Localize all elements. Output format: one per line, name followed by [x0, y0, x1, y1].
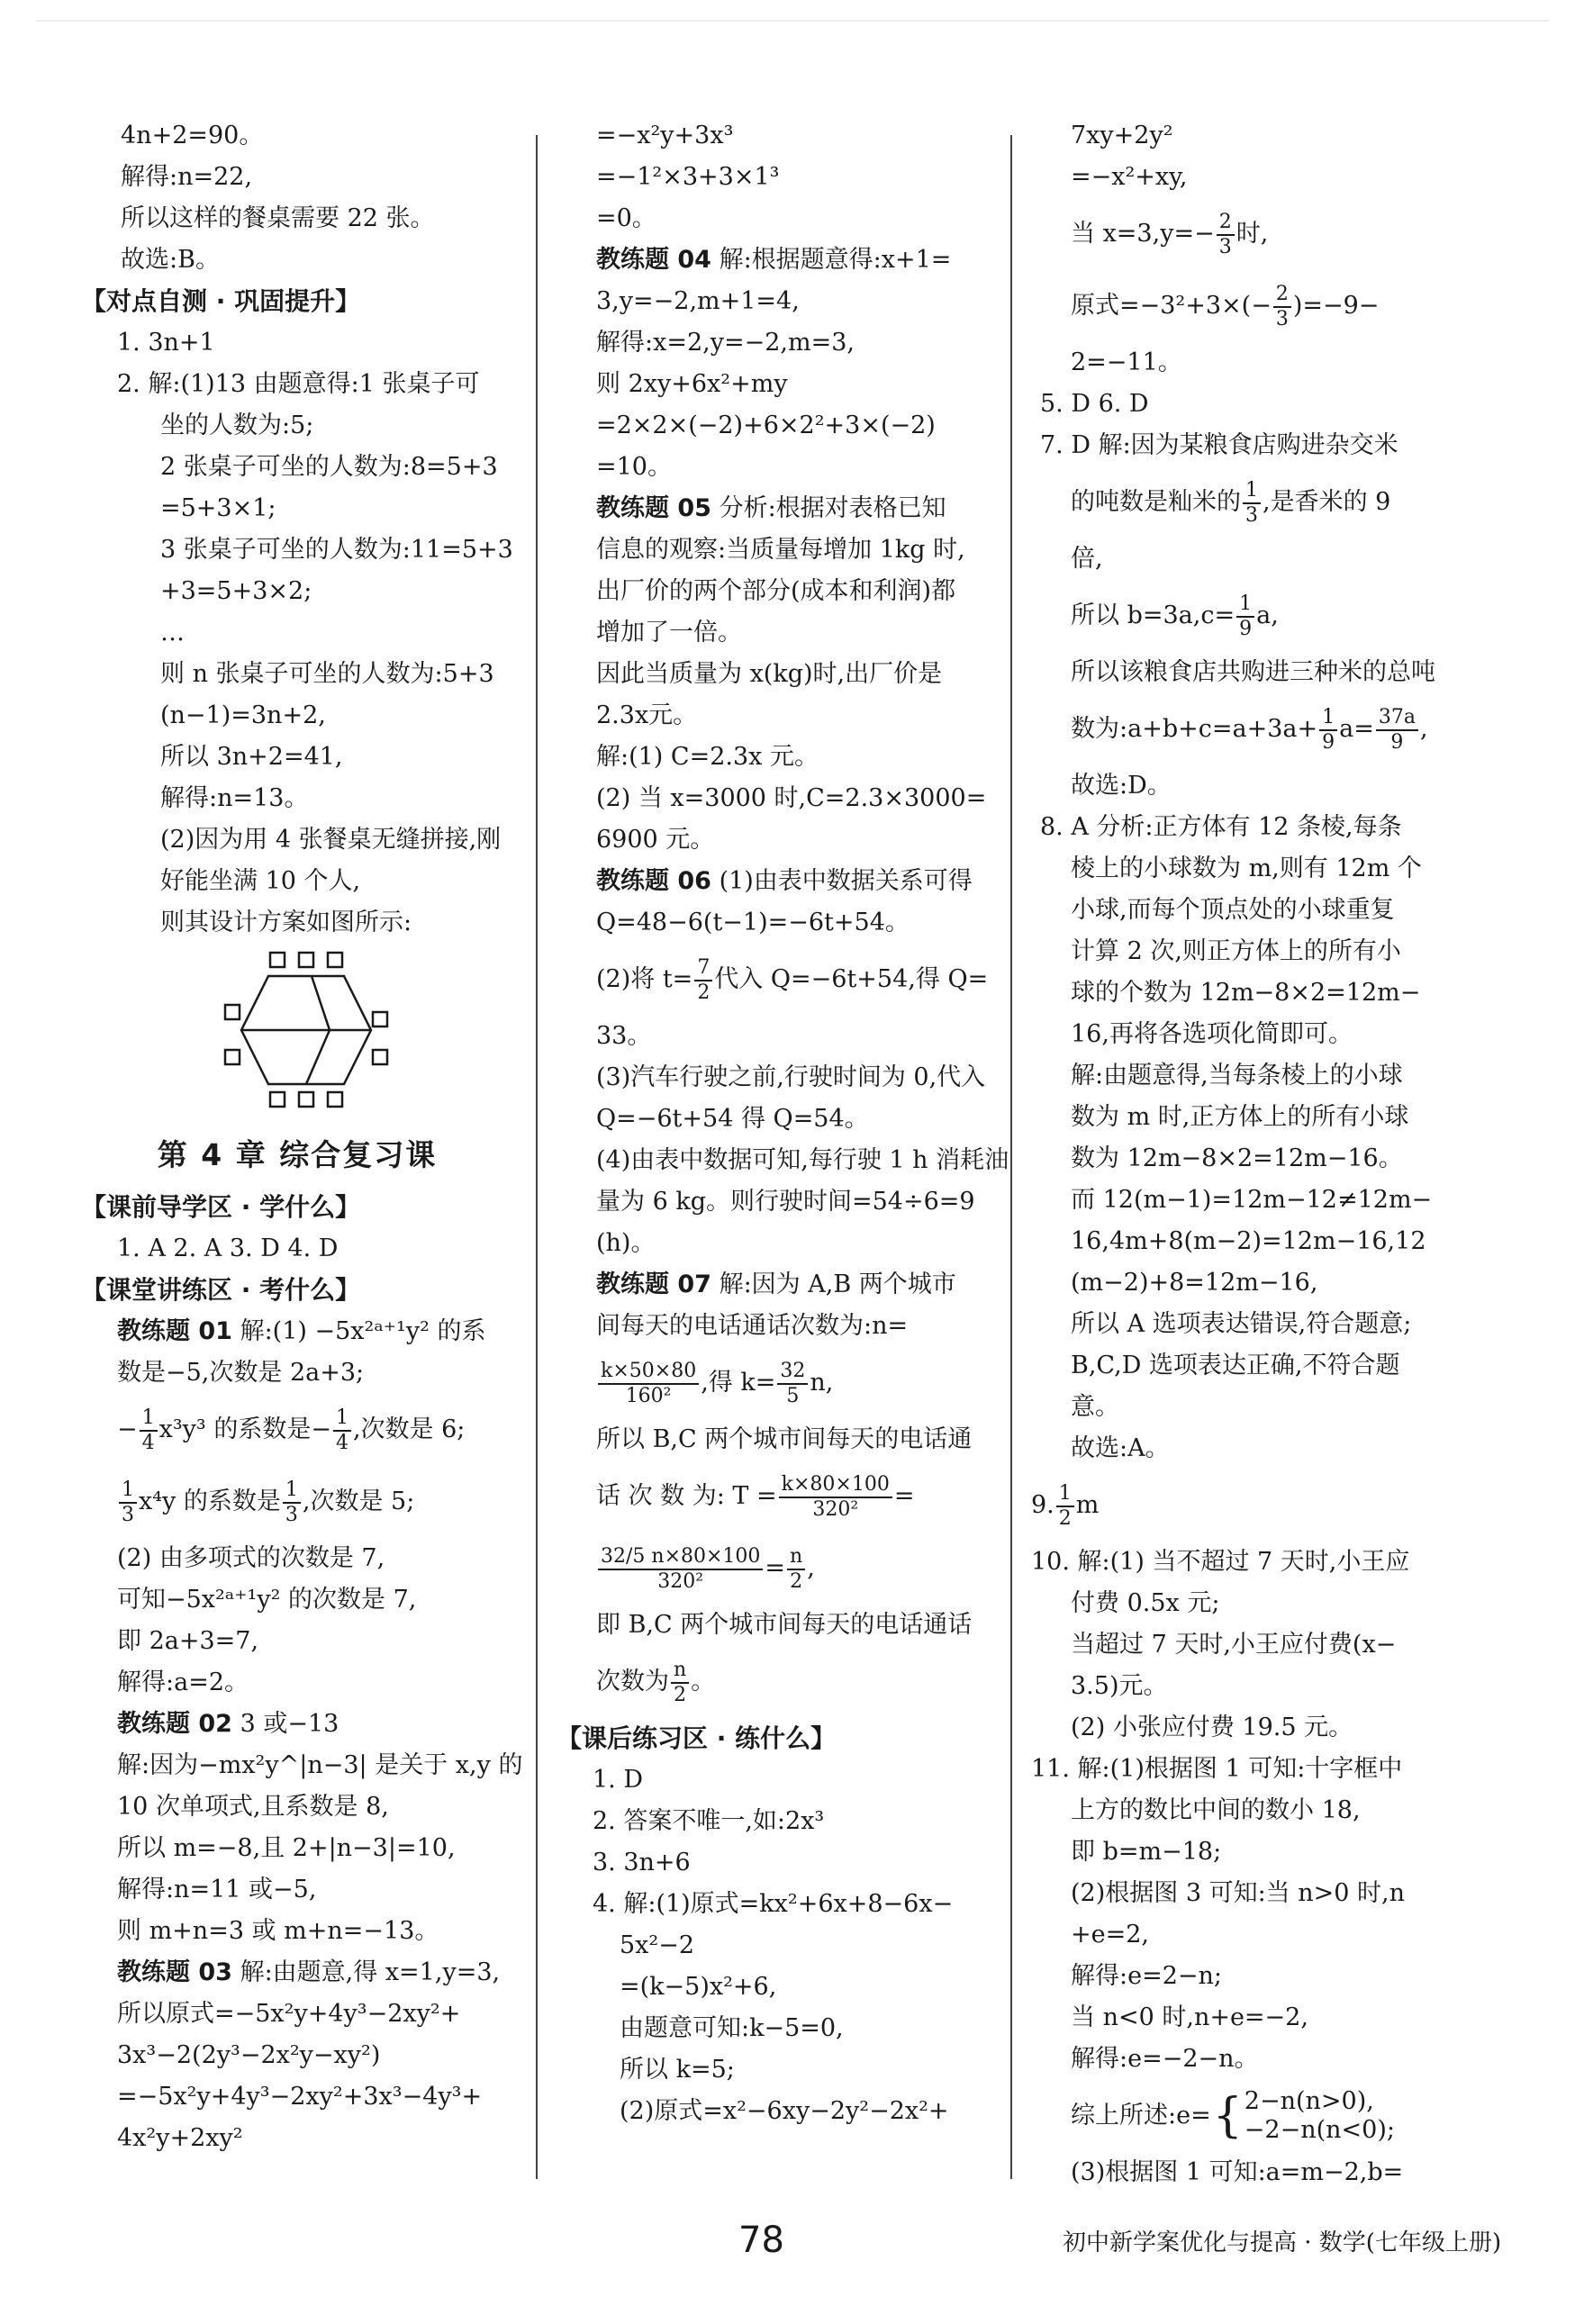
text-line: =10。 [596, 453, 672, 481]
answer-item: 1. D [593, 1766, 643, 1794]
text-line: 球的个数为 12m−8×2=12m− [1071, 979, 1421, 1007]
text-fragment: ,是香米的 9 [1263, 488, 1391, 516]
case-line: 2−n(n>0), [1244, 2087, 1374, 2115]
text-line: +e=2, [1071, 1921, 1149, 1949]
answer-item: 8. A 分析:正方体有 12 条棱,每条 [1040, 813, 1402, 841]
fraction [1236, 592, 1254, 641]
text-line: 3x³−2(2y³−2x²y−xy²) [117, 2041, 381, 2069]
text-line: 计算 2 次,则正方体上的所有小 [1071, 937, 1401, 965]
text-line: 故选:A。 [1071, 1434, 1170, 1462]
text-line: 4x²y+2xy² [117, 2124, 243, 2152]
text-line: 3 张桌子可坐的人数为:11=5+3 [160, 536, 513, 564]
text-line: (h)。 [596, 1229, 656, 1257]
fraction [1319, 706, 1337, 755]
text-line: 解得:x=2,y=−2,m=3, [596, 329, 855, 357]
section-heading: 【课后练习区 · 练什么】 [557, 1723, 837, 1753]
fraction [598, 1545, 763, 1594]
text-line: 付费 0.5x 元; [1071, 1589, 1220, 1617]
text-line: 所以 B,C 两个城市间每天的电话通 [596, 1425, 973, 1453]
text-line: 好能坐满 10 个人, [160, 867, 361, 895]
text-line: … [160, 619, 185, 647]
text-line: =(k−5)x²+6, [620, 1973, 777, 2001]
answer-item: 10. 解:(1) 当不超过 7 天时,小王应 [1031, 1548, 1410, 1576]
text-line: 所以 A 选项表达错误,符合题意; [1071, 1310, 1412, 1338]
text-line: (2)根据图 3 可知:当 n>0 时,n [1071, 1879, 1406, 1907]
text-line: =−1²×3+3×1³ [596, 163, 780, 191]
chapter-title: 第 4 章 综合复习课 [157, 1137, 438, 1172]
text-line: 所以原式=−5x²y+4y³−2xy²+ [117, 2000, 461, 2028]
fraction [333, 1406, 351, 1455]
fraction [1376, 706, 1418, 755]
text-fragment: (2)将 t= [596, 965, 693, 993]
text-line: 所以 3n+2=41, [160, 743, 343, 771]
formula-line [557, 1460, 989, 1533]
exercise-label: 教练题 02 [117, 1710, 232, 1738]
denominator: 9 [1322, 730, 1335, 754]
answer-item: 7. D 解:因为某粮食店购进杂交米 [1040, 431, 1398, 459]
column-left [81, 115, 523, 2159]
fraction [787, 1545, 805, 1594]
text-line: (m−2)+8=12m−16, [1071, 1269, 1318, 1297]
text-line: (2) 当 x=3000 时,C=2.3×3000= [596, 784, 987, 812]
denominator: 3 [122, 1503, 134, 1526]
fraction [777, 1360, 808, 1408]
text-line: 由题意可知:k−5=0, [620, 2014, 844, 2042]
text-fragment: 当 x=3,y=− [1071, 220, 1215, 248]
text-fragment: 的吨数是籼米的 [1071, 488, 1241, 516]
exercise-label: 教练题 04 [596, 246, 711, 274]
answer-item: 4. 解:(1)原式=kx²+6x+8−6x− [593, 1890, 954, 1918]
text-fragment: = [893, 1482, 915, 1510]
text-line: 增加了一倍。 [596, 619, 742, 647]
text-fragment: m [1075, 1491, 1100, 1519]
formula-line [557, 1646, 989, 1718]
text-line: 所以这样的餐桌需要 22 张。 [121, 204, 435, 232]
text-line: 4n+2=90。 [121, 122, 264, 149]
text-line: 5x²−2 [620, 1931, 695, 1959]
answer-item: 11. 解:(1)根据图 1 可知:十字框中 [1031, 1755, 1403, 1783]
numerator: 1 [283, 1478, 301, 1504]
text-line: +3=5+3×2; [160, 577, 312, 605]
denominator: 9 [1239, 617, 1253, 640]
text-line: (2) 由多项式的次数是 7, [117, 1544, 385, 1572]
table-layout-diagram [216, 944, 396, 1115]
denominator: 2 [1058, 1506, 1072, 1530]
text-line: 即 b=m−18; [1071, 1838, 1222, 1866]
numerator: 1 [333, 1406, 351, 1432]
text-fragment: 原式=−3²+3×(− [1071, 292, 1272, 320]
formula-line [557, 1533, 989, 1605]
exercise-label: 教练题 06 [596, 867, 711, 895]
text-line: 则 m+n=3 或 m+n=−13。 [117, 1917, 439, 1945]
text-line: (3)根据图 1 可知:a=m−2,b= [1071, 2158, 1404, 2186]
text-line: 信息的观察:当质量每增加 1kg 时, [596, 536, 965, 564]
fraction [694, 956, 712, 1005]
fraction [119, 1478, 137, 1527]
numerator: 32/5 n×80×100 [598, 1545, 763, 1570]
text-line: B,C,D 选项表达正确,不符合题 [1071, 1352, 1400, 1379]
piecewise-line [1031, 2080, 1463, 2152]
fraction [1217, 211, 1235, 259]
numerator: 1 [1056, 1482, 1074, 1507]
text-line: =5+3×1; [160, 494, 276, 522]
text-fragment: 话 次 数 为: T = [596, 1482, 777, 1510]
denominator: 2 [790, 1569, 803, 1593]
text-line: (n−1)=3n+2, [160, 701, 326, 729]
text-line: 可知−5x²ᵃ⁺¹y² 的次数是 7, [117, 1586, 417, 1614]
text-line: 当超过 7 天时,小王应付费(x− [1071, 1631, 1397, 1659]
numerator: 1 [1319, 706, 1337, 731]
text-line: 数是−5,次数是 2a+3; [117, 1359, 365, 1387]
text-line: (3)汽车行驶之前,行驶时间为 0,代入 [596, 1063, 986, 1091]
text-line: (2) 小张应付费 19.5 元。 [1071, 1714, 1353, 1741]
numerator: 7 [694, 956, 712, 981]
fraction [1056, 1482, 1074, 1531]
denominator: 320² [812, 1497, 859, 1521]
text-fragment: a= [1339, 715, 1374, 743]
text-line: 即 B,C 两个城市间每天的电话通话 [596, 1611, 973, 1639]
text-fragment: a, [1256, 601, 1279, 629]
text-line: 16,再将各选项化简即可。 [1071, 1020, 1353, 1048]
text-line: 解得:e=2−n; [1071, 1962, 1222, 1990]
answer-item: 1. 3n+1 [117, 329, 215, 357]
formula-line [1031, 198, 1463, 270]
text-line: 2.3x元。 [596, 701, 698, 729]
section-heading: 【课前导学区 · 学什么】 [81, 1192, 361, 1222]
text-line: 而 12(m−1)=12m−12≠12m− [1071, 1186, 1433, 1214]
denominator: 320² [657, 1569, 704, 1593]
denominator: 3 [285, 1503, 298, 1526]
page-number: 78 [738, 2220, 784, 2261]
text-line: 3.5)元。 [1071, 1672, 1168, 1700]
text-line: (2)原式=x²−6xy−2y²−2x²+ [620, 2097, 949, 2125]
text-line: 所以 k=5; [620, 2056, 735, 2084]
text-line: 3 或−13 [231, 1710, 339, 1738]
exercise-label: 教练题 07 [596, 1271, 711, 1298]
numerator: 32 [777, 1360, 808, 1385]
numerator: 1 [1243, 479, 1261, 504]
numerator: k×50×80 [598, 1360, 699, 1385]
text-line: 小球,而每个顶点处的小球重复 [1071, 896, 1395, 924]
text-fragment: 数为:a+b+c=a+3a+ [1071, 715, 1318, 743]
text-fragment: n, [810, 1369, 834, 1397]
text-fragment: x⁴y 的系数是 [139, 1488, 281, 1515]
formula-line [81, 1466, 513, 1538]
denominator: 9 [1390, 730, 1404, 754]
text-fragment: 综上所述:e= [1071, 2102, 1211, 2130]
answer-item: 5. D 6. D [1040, 390, 1149, 418]
text-line: 间每天的电话通话次数为:n= [596, 1312, 909, 1340]
text-line: 7xy+2y² [1071, 122, 1173, 149]
text-line: =0。 [596, 204, 656, 232]
formula-line [1031, 580, 1463, 652]
fraction [671, 1659, 689, 1707]
text-line: (1)由表中数据关系可得 [711, 867, 973, 895]
text-line: 解得:n=11 或−5, [117, 1876, 317, 1904]
text-line: 棱上的小球数为 m,则有 12m 个 [1071, 855, 1422, 882]
text-line: 故选:B。 [121, 246, 220, 274]
column-divider [536, 135, 538, 2179]
fraction [140, 1406, 158, 1455]
text-line: 则 n 张桌子可坐的人数为:5+3 [160, 660, 494, 688]
denominator: 2 [697, 981, 711, 1004]
text-line: (4)由表中数据可知,每行驶 1 h 消耗油 [596, 1146, 1009, 1174]
text-line: 数为 m 时,正方体上的所有小球 [1071, 1103, 1409, 1131]
piecewise-cases [1245, 2087, 1395, 2145]
text-line: 所以 m=−8,且 2+|n−3|=10, [117, 1834, 456, 1862]
text-line: Q=48−6(t−1)=−6t+54。 [596, 909, 910, 936]
text-line: Q=−6t+54 得 Q=54。 [596, 1105, 869, 1133]
book-title-footer: 初中新学案优化与提高 · 数学(七年级上册) [1063, 2229, 1502, 2256]
numerator: n [787, 1545, 805, 1570]
text-line: 解:由题意,得 x=1,y=3, [231, 1958, 501, 1986]
fraction [283, 1478, 301, 1527]
text-fragment: ,次数是 5; [302, 1488, 415, 1515]
text-fragment: 。 [691, 1668, 716, 1696]
text-line: 解得:n=13。 [160, 784, 309, 812]
text-fragment: = [765, 1554, 786, 1582]
text-line: =2×2×(−2)+6×2²+3×(−2) [596, 411, 936, 439]
text-line: 2 张桌子可坐的人数为:8=5+3 [160, 453, 498, 481]
fraction [1243, 479, 1261, 528]
case-line: −2−n(n<0); [1244, 2116, 1395, 2144]
numerator: 1 [119, 1478, 137, 1504]
numerator: k×80×100 [779, 1473, 892, 1498]
formula-line [81, 1394, 513, 1466]
numerator: 1 [1236, 592, 1254, 618]
text-line: 上方的数比中间的数小 18, [1071, 1796, 1361, 1824]
text-line: 6900 元。 [596, 826, 715, 854]
answer-item: 1. A 2. A 3. D 4. D [117, 1234, 339, 1262]
text-line: 当 n<0 时,n+e=−2, [1071, 2003, 1308, 2031]
fraction [779, 1473, 892, 1522]
text-line: 解得:n=22, [121, 163, 253, 191]
text-line: =−x²y+3x³ [596, 122, 734, 149]
text-fragment: , [1419, 715, 1428, 743]
fraction [1273, 283, 1291, 331]
text-line: 分析:根据对表格已知 [711, 494, 946, 522]
text-line: 16,4m+8(m−2)=12m−16,12 [1071, 1227, 1426, 1255]
text-line: 解:根据题意得:x+1= [711, 246, 952, 274]
text-line: 3,y=−2,m+1=4, [596, 287, 800, 315]
denominator: 2 [674, 1683, 687, 1706]
formula-line [557, 944, 989, 1016]
text-fragment: 时, [1236, 220, 1269, 248]
text-line: 解:因为 A,B 两个城市 [711, 1271, 956, 1298]
formula-line [1031, 1469, 1463, 1542]
exercise-label: 教练题 01 [117, 1317, 232, 1345]
text-line: 意。 [1071, 1393, 1119, 1421]
text-line: 出厂价的两个部分(成本和利润)都 [596, 577, 956, 605]
text-fragment: ,次数是 6; [352, 1415, 466, 1443]
answer-item: 2. 答案不唯一,如:2x³ [593, 1807, 825, 1835]
exercise-label: 教练题 05 [596, 494, 711, 522]
fraction [598, 1360, 699, 1408]
text-line: 10 次单项式,且系数是 8, [117, 1793, 389, 1821]
text-fragment: − [117, 1415, 138, 1443]
text-fragment: 代入 Q=−6t+54,得 Q= [714, 965, 989, 993]
text-line: 量为 6 kg。则行驶时间=54÷6=9 [596, 1188, 975, 1216]
text-line: 即 2a+3=7, [117, 1627, 259, 1655]
text-line: (2)因为用 4 张餐桌无缝拼接,刚 [160, 826, 502, 854]
formula-line [1031, 693, 1463, 765]
section-heading: 【对点自测 · 巩固提升】 [81, 286, 361, 316]
text-line: 33。 [596, 1022, 652, 1050]
text-line: 2=−11。 [1071, 348, 1182, 376]
denominator: 160² [625, 1384, 672, 1407]
denominator: 3 [1218, 235, 1232, 258]
text-fragment: 所以 b=3a,c= [1071, 601, 1236, 629]
text-fragment: ,得 k= [701, 1369, 776, 1397]
text-line: 解:(1) C=2.3x 元。 [596, 743, 819, 771]
text-fragment: 9. [1031, 1491, 1054, 1519]
text-line: 倍, [1071, 545, 1103, 573]
page-edge [36, 20, 1549, 22]
denominator: 5 [786, 1384, 800, 1407]
text-line: 解:由题意得,当每条棱上的小球 [1071, 1062, 1403, 1090]
answer-item: 3. 3n+6 [593, 1849, 691, 1876]
text-fragment: 次数为 [596, 1668, 669, 1696]
text-line: 则其设计方案如图所示: [160, 909, 412, 936]
formula-line [1031, 466, 1463, 538]
denominator: 3 [1245, 503, 1258, 527]
column-divider [1010, 135, 1012, 2179]
numerator: 1 [140, 1406, 158, 1432]
text-line: =−5x²y+4y³−2xy²+3x³−4y³+ [117, 2083, 483, 2111]
text-line: =−x²+xy, [1071, 163, 1188, 191]
text-fragment: x³y³ 的系数是− [158, 1415, 331, 1443]
column-right [1031, 115, 1463, 2193]
text-line: 解:(1) −5x²ᵃ⁺¹y² 的系 [231, 1317, 486, 1345]
numerator: 37a [1376, 706, 1418, 731]
text-line: 解:因为−mx²y^|n−3| 是关于 x,y 的 [117, 1751, 523, 1779]
text-line: 故选:D。 [1071, 772, 1172, 800]
text-fragment: , [807, 1554, 815, 1582]
denominator: 4 [335, 1431, 348, 1454]
brace-icon: { [1212, 2089, 1243, 2143]
text-fragment: )=−9− [1292, 292, 1380, 320]
numerator: 2 [1217, 211, 1235, 236]
denominator: 4 [141, 1431, 155, 1454]
answer-item: 2. 解:(1)13 由题意得:1 张桌子可 [117, 370, 480, 398]
text-line: 解得:a=2。 [117, 1668, 249, 1696]
text-line: 所以该粮食店共购进三种米的总吨 [1071, 658, 1435, 686]
text-line: 数为 12m−8×2=12m−16。 [1071, 1144, 1403, 1172]
formula-line [557, 1347, 989, 1419]
text-line: 因此当质量为 x(kg)时,出厂价是 [596, 660, 943, 688]
text-line: 解得:e=−2−n。 [1071, 2045, 1259, 2073]
numerator: 2 [1273, 283, 1291, 308]
table-arrangement-figure [81, 944, 513, 1124]
text-line: 坐的人数为:5; [160, 411, 314, 439]
denominator: 3 [1275, 307, 1289, 330]
section-heading: 【课堂讲练区 · 考什么】 [81, 1275, 361, 1305]
text-line: 则 2xy+6x²+my [596, 370, 788, 398]
formula-line [1031, 270, 1463, 342]
exercise-label: 教练题 03 [117, 1958, 232, 1986]
column-middle [557, 115, 1009, 2132]
numerator: n [671, 1659, 689, 1684]
